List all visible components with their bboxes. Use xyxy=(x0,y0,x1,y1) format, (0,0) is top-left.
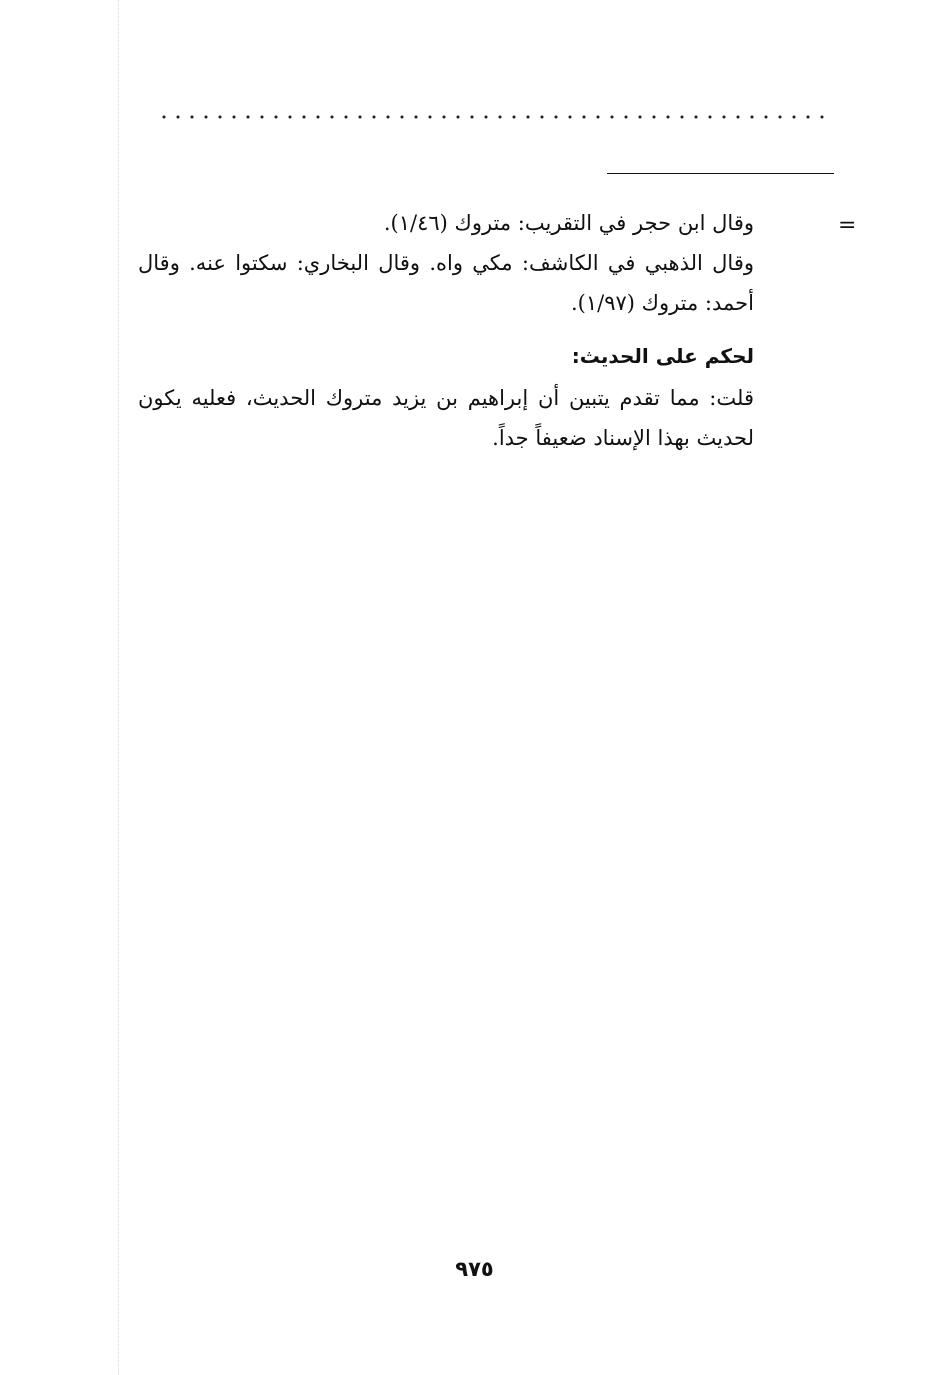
footnote-rule xyxy=(607,173,834,174)
footnote-block xyxy=(138,203,754,323)
verdict-text: قلت: مما تقدم يتبين أن إبراهيم بن يزيد متروك الحديث، فعليه يكون لحديث بهذا الإسناد ضعيفاً جداً. xyxy=(138,386,754,450)
continuation-mark: = xyxy=(838,213,857,238)
section-heading: لحكم على الحديث: xyxy=(571,344,754,368)
footnote-line: وقال الذهبي في الكاشف: مكي واه. وقال البخاري: سكتوا عنه. وقال أحمد: متروك (١/٩٧). xyxy=(138,251,754,315)
footnote-line: وقال ابن حجر في التقريب: متروك (١/٤٦). xyxy=(383,211,754,235)
dotted-separator xyxy=(157,112,829,122)
page-number: ٩٧٥ xyxy=(455,1257,494,1281)
verdict-block xyxy=(138,378,754,458)
scan-margin-line xyxy=(118,0,119,1375)
